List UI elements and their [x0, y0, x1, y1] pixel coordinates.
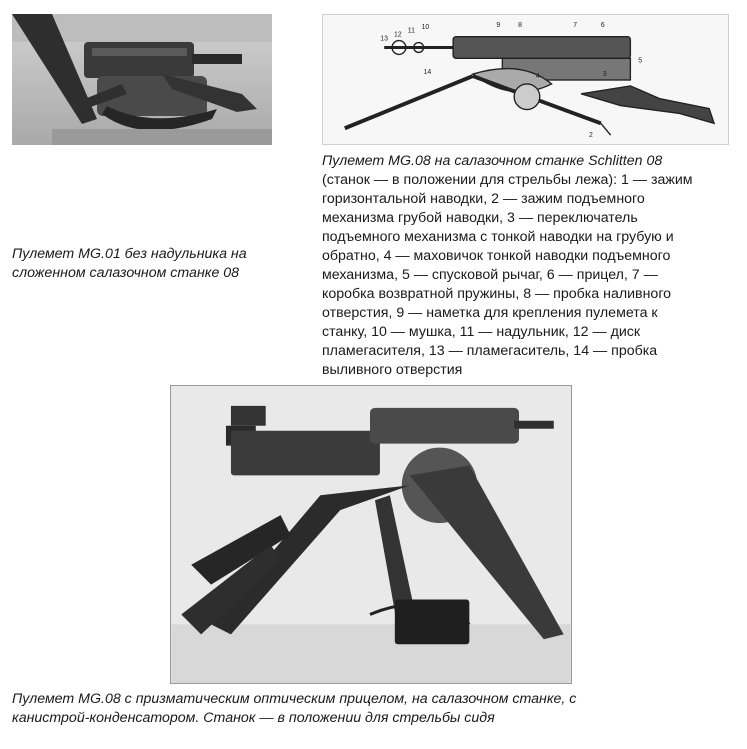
diagram-label: 14: [423, 69, 432, 77]
caption-line: обратно, 4 — маховичок тонкой наводки подъемного: [322, 248, 671, 264]
mg08-optical-caption: [12, 690, 742, 728]
diagram-label: 2: [589, 132, 593, 140]
caption-line: Пулемет MG.08 с призматическим оптическим прицелом, на салазочном станке, с: [12, 691, 577, 707]
caption-line: станку, 10 — мушка, 11 — надульник, 12 — диск: [322, 324, 641, 340]
diagram-label: 10: [421, 23, 430, 31]
mg01-caption: [12, 245, 312, 283]
diagram-label: 4: [535, 73, 540, 81]
diagram-label: 12: [394, 31, 402, 39]
caption-line: пламегасителя, 13 — пламегаситель, 14 — пробка: [322, 343, 658, 359]
mg08-schematic-drawing: [323, 15, 728, 144]
caption-title: Пулемет MG.08 на салазочном станке Schlitten 08: [322, 153, 663, 169]
caption-line: сложенном салазочном станке 08: [12, 265, 240, 281]
diagram-label: 6: [600, 21, 605, 29]
caption-line: выливного отверстия: [322, 362, 463, 378]
diagram-label: 9: [496, 21, 501, 29]
mg01-photo: [12, 14, 272, 145]
caption-line: горизонтальной наводки, 2 — зажим подъемного: [322, 191, 645, 207]
diagram-label: 8: [518, 21, 522, 29]
mg08-optical-photo: [170, 385, 572, 684]
mg01-photo-drawing: [12, 14, 272, 145]
caption-line: канистрой-конденсатором. Станок — в положении для стрельбы сидя: [12, 710, 495, 726]
caption-line: механизма грубой наводки, 3 — переключатель: [322, 210, 638, 226]
caption-line: Пулемет MG.01 без надульника на: [12, 246, 247, 262]
diagram-label: 13: [380, 35, 388, 43]
caption-line: (станок — в положении для стрельбы лежа): 1 — зажим: [322, 172, 693, 188]
diagram-label: 5: [638, 57, 643, 65]
caption-line: коробка возвратной пружины, 8 — пробка наливного: [322, 286, 672, 302]
diagram-label: 11: [407, 27, 415, 35]
mg08-schematic-caption: [322, 152, 732, 380]
caption-line: механизма, 5 — спусковой рычаг, 6 — прицел, 7 —: [322, 267, 658, 283]
caption-line: подъемного механизма с тонкой наводки на грубую и: [322, 229, 674, 245]
diagram-label: 3: [602, 71, 607, 79]
mg08-schematic: [322, 14, 729, 145]
diagram-label: 7: [573, 21, 578, 29]
caption-line: отверстия, 9 — наметка для крепления пулемета к: [322, 305, 658, 321]
mg08-optical-photo-drawing: [171, 386, 571, 683]
